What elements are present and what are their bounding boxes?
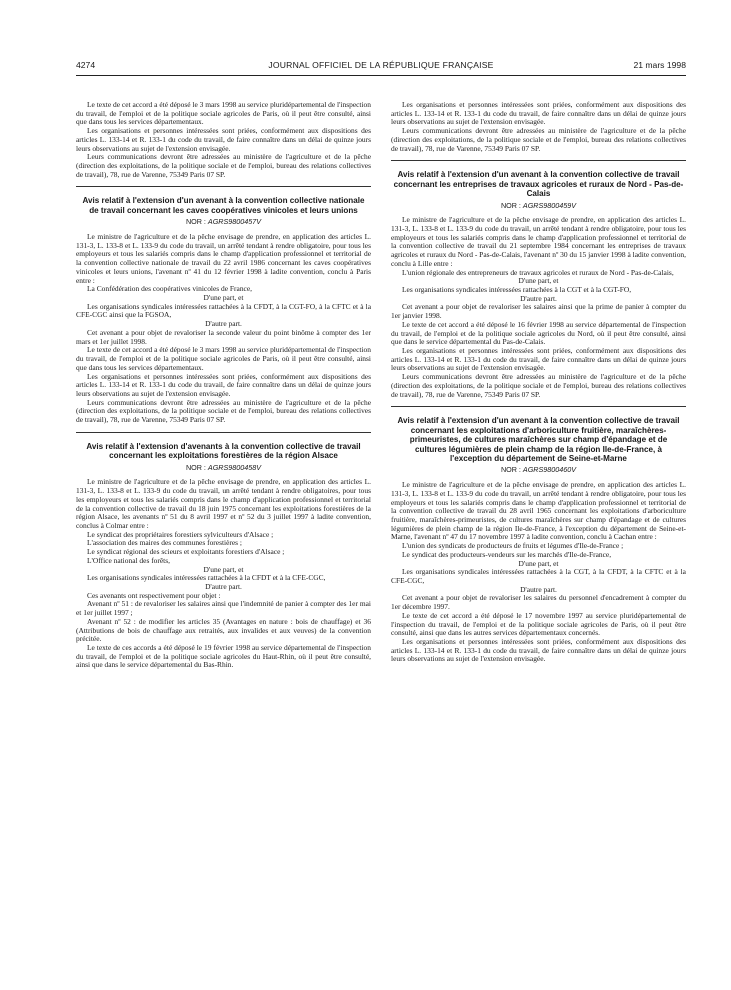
paragraph: L'union régionale des entrepreneurs de travaux agricoles et ruraux de Nord - Pas-de-Calais, — [402, 267, 674, 277]
paragraph: Le ministre de l'agriculture et de la pêche envisage de prendre, en application des articles L. 131-3, L. 133-8 et L. 133-9 du code du travail, un arrêté tendant à rendre obligatoire, pour tous les employeurs et tous les salariés compris dans le champ d'application professionnel et territorial de la convention collective de travail du 21 septembre 1984 concernant les entreprises de travaux agricoles et ruraux du Nord - Pas-de-Calais, l'avenant nº 30 du 15 janvier 1998 à ladite convention, conclu à Lille entre : — [391, 215, 686, 268]
paragraph: Le syndicat des producteurs-vendeurs sur les marchés d'Ile-de-France, — [402, 549, 612, 559]
party-line: D'autre part. — [520, 584, 557, 594]
nor-reference — [76, 218, 371, 227]
party-line: D'une part, et — [518, 558, 559, 568]
nor-reference — [391, 466, 686, 475]
left-top-text — [76, 101, 371, 179]
paragraph: Le syndicat des propriétaires forestiers sylviculteurs d'Alsace ; — [87, 529, 274, 539]
paragraph: Le texte de cet accord a été déposé le 17 novembre 1997 au service pluridépartemental de l'inspection du travail, de l'emploi et de la politique sociale agricoles de Paris, où il peut être consulté, ainsi que dans les autres services départementaux concernés. — [391, 610, 686, 638]
header-rule — [76, 75, 686, 76]
paragraph: Cet avenant a pour objet de revaloriser les salaires ainsi que la prime de panier à compter du 1er janvier 1998. — [391, 302, 686, 321]
paragraph: Leurs communications devront être adressées au ministère de l'agriculture et de la pêche (direction des exploitations, de la politique sociale et de l'emploi, bureau des relations collectives de travail), 78, rue de Varenne, 75349 Paris 07 SP. — [76, 152, 371, 179]
notice-title: Avis relatif à l'extension d'avenants à la convention collective de travail concernant les exploitations forestières de la région Alsace — [86, 441, 361, 461]
paragraph: Les organisations syndicales intéressées rattachées à la CGT, à la CFDT, à la CFTC et à la CFE-CGC, — [391, 567, 686, 585]
paragraph: Le ministre de l'agriculture et de la pêche envisage de prendre, en application des articles L. 131-3, L. 133-8 et L. 133-9 du code du travail, un arrêté tendant à rendre obligatoire, pour tous les employeurs et tous les salariés compris dans le champ d'application professionnel et territorial de la convention collective nationale de travail du 22 avril 1986 concernant les caves coopératives vinicoles et leurs unions, l'avenant nº 41 du 12 février 1998 à ladite convention, conclu à Paris entre : — [76, 232, 371, 285]
paragraph: Les organisations et personnes intéressées sont priées, conformément aux dispositions des articles L. 133-14 et R. 133-1 du code du travail, de faire connaître dans un délai de quinze jours leurs observations au sujet de l'extension envisagée. — [391, 346, 686, 373]
paragraph: Le texte de cet accord a été déposé le 3 mars 1998 au service pluridépartemental de l'inspection du travail, de l'emploi et de la politique sociale agricoles de Paris, où il peut être consulté, ainsi que dans tous les services départementaux. — [76, 100, 371, 127]
paragraph: Le texte de ces accords a été déposé le 19 février 1998 au service départemental de l'inspection du travail, de l'emploi et de la politique sociale agricoles du Haut-Rhin, où il peut être consulté, ainsi que dans le service départemental du Bas-Rhin. — [76, 643, 371, 670]
paragraph: Le ministre de l'agriculture et de la pêche envisage de prendre, en application des articles L. 131-3, L. 133-8 et L. 133-9 du code du travail, un arrêté tendant à rendre obligatoires, pour tous les employeurs et tous les salariés compris dans le champ d'application professionnel et territorial de la convention collective de travail du 18 juin 1975 concernant les exploitations forestières de la région Alsace, les avenants nº 51 du 8 avril 1997 et nº 52 du 3 juillet 1997 à ladite convention, conclus à Colmar entre : — [76, 477, 371, 530]
section-divider — [391, 160, 686, 161]
party-line: D'une part, et — [203, 564, 244, 574]
party-line: D'une part, et — [203, 293, 244, 303]
paragraph: Le texte de cet accord a été déposé le 3 mars 1998 au service pluridépartemental de l'inspection du travail, de l'emploi et de la politique sociale agricoles de Paris, où il peut être consulté, ainsi que dans tous les services départementaux. — [76, 345, 371, 372]
page-number: 4274 — [76, 60, 96, 70]
paragraph: Les organisations et personnes intéressées sont priées, conformément aux dispositions des articles L. 133-14 et R. 133-1 du code du travail, de faire connaître dans un délai de quinze jours leurs observations au sujet de l'extension envisagée. — [76, 126, 371, 153]
notice-title: Avis relatif à l'extension d'un avenant à la convention collective de travail concernant les entreprises de travaux agricoles et ruraux de Nord - Pas-de-Calais — [393, 170, 684, 199]
paragraph: Leurs communications devront être adressées au ministère de l'agriculture et de la pêche (direction des exploitations, de la politique sociale et de l'emploi, bureau des relations collectives de travail), 78, rue de Varenne, 75349 Paris 07 SP. — [391, 126, 686, 153]
section-divider — [391, 406, 686, 407]
notice-exploitations-forestieres — [76, 442, 371, 670]
notice-arboriculture — [391, 416, 686, 664]
paragraph: L'Office national des forêts, — [87, 555, 170, 565]
paragraph: Leurs communications devront être adressées au ministère de l'agriculture et de la pêche (direction des exploitations, de la politique sociale et de l'emploi, bureau des relations collectives de travail), 78, rue de Varenne, 75349 Paris 07 SP. — [391, 372, 686, 399]
nor-code: AGRS9800459V — [522, 200, 577, 210]
paragraph: Le ministre de l'agriculture et de la pêche envisage de prendre, en application des articles L. 131-3, L. 133-8 et L. 133-9 du code du travail, un arrêté tendant à rendre obligatoire, pour tous les employeurs et tous les salariés compris dans le champ d'application professionnel et territorial de la convention collective de travail du 28 avril 1965 concernant les exploitations d'arboriculture fruitière, maraîchères-primeuristes, de cultures maraîchères sur champ d'épandage et de cultures légumières de plein champ de la région Ile-de-France, à l'exception du département de Seine-et-Marne, l'avenant nº 47 du 17 novembre 1997 à ladite convention, conclu à Cachan entre : — [391, 480, 686, 542]
nor-label: NOR : — [500, 465, 521, 475]
right-column — [391, 101, 686, 664]
notice-body — [76, 478, 371, 670]
paragraph: Le texte de cet accord a été déposé le 16 février 1998 au service départemental de l'inspection du travail, de l'emploi et de la politique sociale agricoles du Nord, où il peut être consulté, ainsi que dans le service départemental du Pas-de-Calais. — [391, 319, 686, 347]
notice-caves-cooperatives — [76, 196, 371, 424]
left-column — [76, 101, 371, 670]
nor-code: AGRS9800460V — [522, 465, 577, 475]
notice-body — [391, 481, 686, 664]
section-divider — [76, 186, 371, 187]
party-line: D'autre part. — [205, 581, 242, 591]
party-line: D'une part, et — [518, 276, 559, 286]
notice-title: Avis relatif à l'extension d'un avenant à la convention collective nationale de travail concernant les caves coopératives vinicoles et leurs unions — [82, 196, 365, 215]
journal-title: JOURNAL OFFICIEL DE LA RÉPUBLIQUE FRANÇAISE — [268, 60, 494, 70]
paragraph: Les organisations et personnes intéressées sont priées, conformément aux dispositions des articles L. 133-14 et R. 133-1 du code du travail, de faire connaître dans un délai de quinze jours leurs observations au sujet de l'extension envisagée. — [391, 637, 686, 664]
paragraph: Leurs communications devront être adressées au ministère de l'agriculture et de la pêche (direction des exploitations, de la politique sociale et de l'emploi, bureau des relations collectives de travail), 78, rue de Varenne, 75349 Paris 07 SP. — [76, 397, 371, 425]
nor-code: AGRS9800457V — [207, 217, 262, 227]
paragraph: Les organisations syndicales intéressées rattachées à la CFDT et à la CFE-CGC, — [87, 573, 326, 583]
section-divider — [76, 432, 371, 433]
paragraph: Ces avenants ont respectivement pour objet : — [87, 590, 221, 600]
notice-travaux-agricoles — [391, 170, 686, 399]
issue-date: 21 mars 1998 — [633, 60, 686, 70]
paragraph: L'union des syndicats de producteurs de fruits et légumes d'Ile-de-France ; — [402, 541, 624, 551]
nor-label: NOR : — [185, 217, 206, 227]
nor-label: NOR : — [185, 462, 206, 472]
paragraph: L'association des maires des communes forestières ; — [87, 538, 243, 548]
running-header — [76, 60, 686, 72]
nor-reference — [76, 464, 371, 473]
notice-body — [76, 233, 371, 425]
paragraph: Avenant nº 51 : de revaloriser les salaires ainsi que l'indemnité de panier à compter des 1er mai et 1er juillet 1997 ; — [76, 599, 371, 618]
nor-code: AGRS9800458V — [207, 462, 262, 472]
notice-body — [391, 216, 686, 399]
paragraph: Les organisations et personnes intéressées sont priées, conformément aux dispositions des articles L. 133-14 et R. 133-1 du code du travail, de faire connaître dans un délai de quinze jours leurs observations au sujet de l'extension envisagée. — [76, 371, 371, 398]
nor-label: NOR : — [500, 200, 521, 210]
notice-title: Avis relatif à l'extension d'un avenant à la convention collective de travail concernant les exploitations d'arboriculture fruitière, maraîchères-primeuristes, de cultures maraîchères sur champ d'épandage et de cultures légumières de plein champ de la région Ile-de-France, à l'exception du département de Seine-et-Marne — [397, 416, 680, 463]
party-line: D'autre part. — [205, 319, 242, 329]
right-top-text — [391, 101, 686, 153]
party-line: D'autre part. — [520, 293, 557, 303]
paragraph: Les organisations syndicales intéressées rattachées à la CFDT, à la CGT-FO, à la CFTC et à la CFE-CGC ainsi que la FGSOA, — [76, 301, 371, 320]
paragraph: La Confédération des coopératives vinicoles de France, — [87, 284, 253, 294]
paragraph: Cet avenant a pour objet de revaloriser les salaires du personnel d'encadrement à compter du 1er décembre 1997. — [391, 593, 686, 612]
paragraph: Le syndicat régional des scieurs et exploitants forestiers d'Alsace ; — [87, 547, 285, 557]
paragraph: Cet avenant a pour objet de revaloriser la seconde valeur du point binôme à compter des 1er mars et 1er juillet 1998. — [76, 327, 371, 346]
paragraph: Les organisations et personnes intéressées sont priées, conformément aux dispositions des articles L. 133-14 et R. 133-1 du code du travail, de faire connaître dans un délai de quinze jours leurs observations au sujet de l'extension envisagée. — [391, 100, 686, 127]
paragraph: Les organisations syndicales intéressées rattachées à la CGT et à la CGT-FO, — [402, 285, 632, 294]
nor-reference — [391, 202, 686, 211]
paragraph: Avenant nº 52 : de modifier les articles 35 (Avantages en nature : bois de chauffage) et 36 (Attributions de bois de chauffage aux retraités, aux invalides et aux veuves) de la convention précitée. — [76, 616, 371, 644]
